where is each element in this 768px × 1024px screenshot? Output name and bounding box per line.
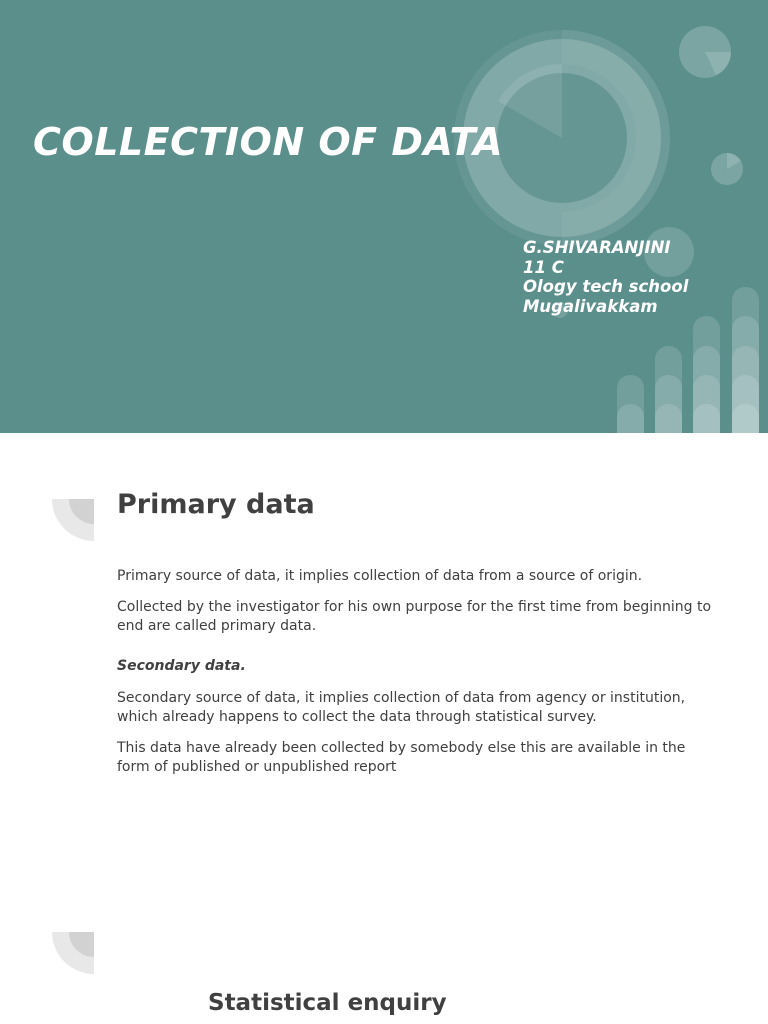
section-heading-statistical-enquiry: Statistical enquiry — [208, 990, 447, 1016]
paragraph-primary-source: Primary source of data, it implies collection of data from a source of origin. — [117, 568, 643, 584]
slide-title: COLLECTION OF DATA — [33, 120, 504, 164]
corner-decoration-icon — [52, 499, 96, 543]
paragraph-secondary-definition: This data have already been collected by somebody else this are available in the form of published or unpublished report — [117, 740, 686, 775]
corner-decoration-icon — [52, 932, 96, 976]
paragraph-primary-definition: Collected by the investigator for his own purpose for the first time from beginning to end are called primary data. — [117, 599, 712, 634]
section-heading-primary-data: Primary data — [117, 489, 315, 520]
title-slide — [0, 0, 768, 433]
author-place: Mugalivakkam — [523, 296, 658, 316]
subheading-secondary-data: Secondary data. — [117, 658, 246, 674]
author-school: Ology tech school — [523, 277, 689, 296]
decorative-shapes — [0, 0, 768, 433]
author-class: 11 C — [523, 257, 564, 277]
author-name: G.SHIVARANJINI — [523, 238, 671, 257]
paragraph-secondary-source: Secondary source of data, it implies collection of data from agency or institution, which already happens to collect the data through statistical survey. — [117, 690, 686, 725]
author-block — [523, 238, 688, 316]
